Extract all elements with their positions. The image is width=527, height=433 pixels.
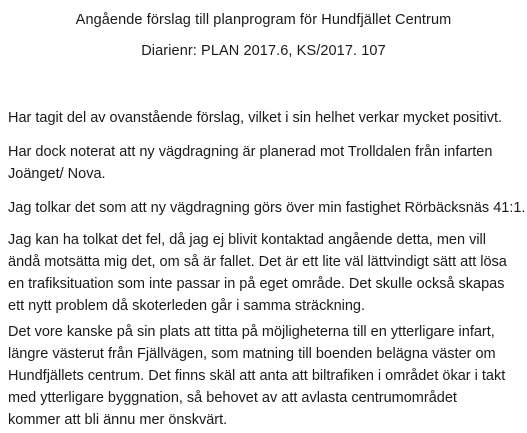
text-line: Hundfjällets centrum. Det finns skäl att anta att biltrafiken i området ökar i takt	[8, 368, 506, 384]
text-line: Joänget/ Nova.	[8, 166, 106, 182]
text-line: med ytterligare byggnation, så behovet av att avlasta centrumområdet	[8, 390, 457, 406]
text-line: en trafiksituation som inte passar in på eget område. Det skulle också skapas	[8, 276, 505, 292]
paragraph-1	[8, 107, 523, 129]
paragraph-2	[8, 141, 523, 185]
text-line: kommer att bli ännu mer önskvärt.	[8, 412, 228, 428]
reference-number: Diarienr: PLAN 2017.6, KS/2017. 107	[141, 43, 386, 59]
text-line: ett nytt problem då skoterleden går i samma sträckning.	[8, 298, 366, 314]
text-line: Jag kan ha tolkat det fel, då jag ej blivit kontaktad angående detta, men vill	[8, 232, 487, 248]
paragraph-4	[8, 229, 523, 317]
text-line: Jag tolkar det som att ny vägdragning görs över min fastighet Rörbäcksnäs 41:1.	[8, 200, 526, 216]
text-line: Har dock noterat att ny vägdragning är planerad mot Trolldalen från infarten	[8, 144, 493, 160]
text-line: ändå motsätta mig det, om så är fallet. Det är ett lite väl lättvindigt sätt att lösa	[8, 254, 507, 270]
text-line: Det vore kanske på sin plats att titta på möjligheterna till en ytterligare infart,	[8, 324, 495, 340]
text-line: längre västerut från Fjällvägen, som matning till boenden belägna väster om	[8, 346, 496, 362]
document-title: Angående förslag till planprogram för Hundfjället Centrum	[75, 12, 452, 28]
paragraph-5	[8, 321, 523, 431]
paragraph-3	[8, 197, 526, 219]
text-line: Har tagit del av ovanstående förslag, vilket i sin helhet verkar mycket positivt.	[8, 110, 503, 126]
